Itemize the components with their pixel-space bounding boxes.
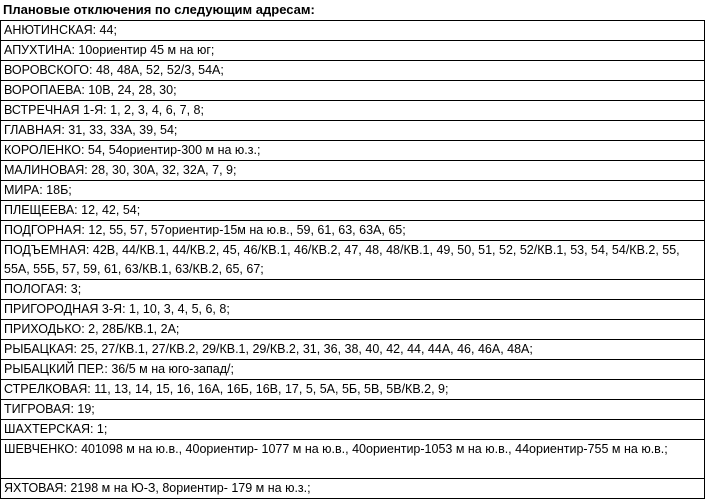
table-row: ПОДГОРНАЯ: 12, 55, 57, 57ориентир-15м на ю.в., 59, 61, 63, 63А, 65; [1, 221, 704, 241]
table-row: КОРОЛЕНКО: 54, 54ориентир-300 м на ю.з.; [1, 141, 704, 161]
table-row: ЯХТОВАЯ: 2198 м на Ю-З, 8ориентир- 179 м на ю.з.; [1, 479, 704, 499]
table-row: ВОРОВСКОГО: 48, 48А, 52, 52/3, 54А; [1, 61, 704, 81]
table-row: ПРИГОРОДНАЯ 3-Я: 1, 10, 3, 4, 5, 6, 8; [1, 300, 704, 320]
address-table [0, 20, 705, 499]
table-row: ШАХТЕРСКАЯ: 1; [1, 420, 704, 440]
table-row: ШЕВЧЕНКО: 401098 м на ю.в., 40ориентир- 1077 м на ю.в., 40ориентир-1053 м на ю.в., 44ориентир-755 м на ю.в.; [1, 440, 704, 479]
table-row: РЫБАЦКАЯ: 25, 27/КВ.1, 27/КВ.2, 29/КВ.1, 29/КВ.2, 31, 36, 38, 40, 42, 44, 44А, 46, 46А, 48А; [1, 340, 704, 360]
table-row: РЫБАЦКИЙ ПЕР.: 36/5 м на юго-запад/; [1, 360, 704, 380]
table-row: ПРИХОДЬКО: 2, 28Б/КВ.1, 2А; [1, 320, 704, 340]
table-row: АПУХТИНА: 10ориентир 45 м на юг; [1, 41, 704, 61]
table-row: АНЮТИНСКАЯ: 44; [1, 21, 704, 41]
table-row: ПОДЪЕМНАЯ: 42В, 44/КВ.1, 44/КВ.2, 45, 46/КВ.1, 46/КВ.2, 47, 48, 48/КВ.1, 49, 50, 51, 52, 52/КВ.1, 53, 54, 54/КВ.2, 55, 55А, 55Б, 57, 59, 61, 63/КВ.1, 63/КВ.2, 65, 67; [1, 241, 704, 280]
page-title: Плановые отключения по следующим адресам: [3, 2, 315, 17]
table-row: ТИГРОВАЯ: 19; [1, 400, 704, 420]
table-row: ПОЛОГАЯ: 3; [1, 280, 704, 300]
table-row: МАЛИНОВАЯ: 28, 30, 30А, 32, 32А, 7, 9; [1, 161, 704, 181]
table-row: ВОРОПАЕВА: 10В, 24, 28, 30; [1, 81, 704, 101]
table-row: МИРА: 18Б; [1, 181, 704, 201]
table-row: СТРЕЛКОВАЯ: 11, 13, 14, 15, 16, 16А, 16Б, 16В, 17, 5, 5А, 5Б, 5В, 5В/КВ.2, 9; [1, 380, 704, 400]
table-row: ГЛАВНАЯ: 31, 33, 33А, 39, 54; [1, 121, 704, 141]
table-row: ПЛЕЩЕЕВА: 12, 42, 54; [1, 201, 704, 221]
table-row: ВСТРЕЧНАЯ 1-Я: 1, 2, 3, 4, 6, 7, 8; [1, 101, 704, 121]
